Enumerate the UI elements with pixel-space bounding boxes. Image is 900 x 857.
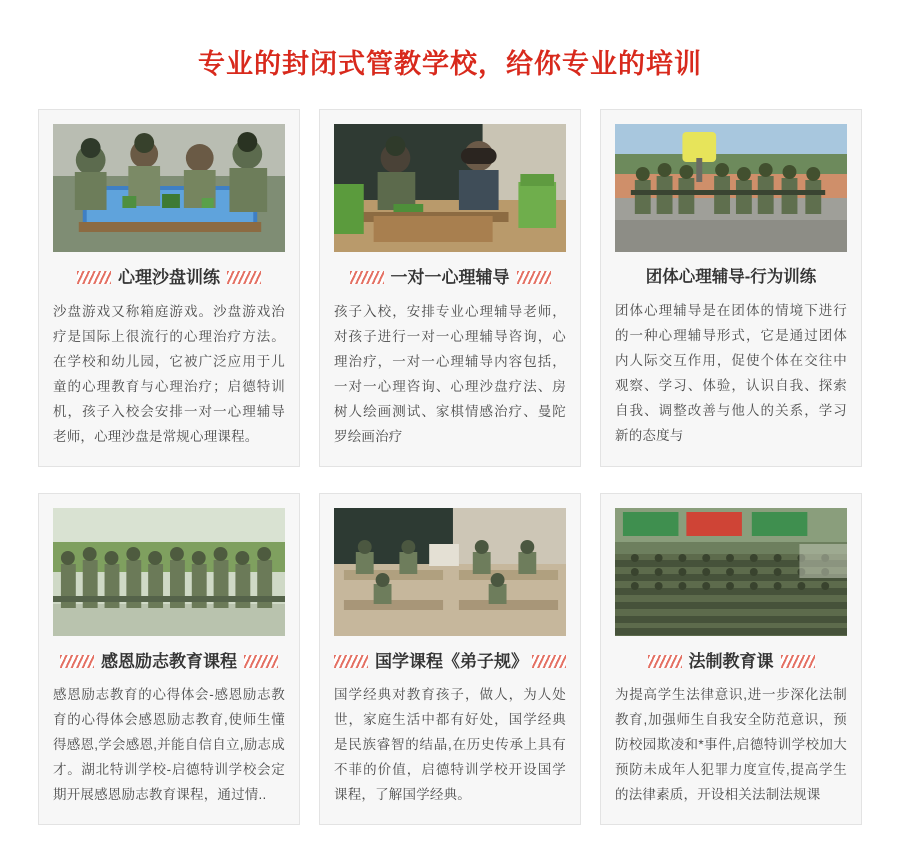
card-description: 为提高学生法律意识,进一步深化法制教育,加强师生自我安全防范意识，预防校园欺凌和*事件,启德特训学校加大预防未成年人犯罪力度宣传,提高学生的法律素质，开设相关法制法规课 [615,687,847,803]
card-description: 团体心理辅导是在团体的情境下进行的一种心理辅导形式，它是通过团体内人际交互作用，促使个体在交往中观察、学习、体验，认识自我、探索自我、调整改善与他人的关系，学习新的态度与 [615,303,847,443]
card-gratitude[interactable] [38,493,300,826]
card-title: 团体心理辅导-行为训练 [645,268,817,286]
card-header [53,650,285,674]
card-header [615,266,847,289]
hatch-left-icon [60,655,94,668]
legal-education-photo [615,508,847,636]
hatch-right-icon [227,271,261,284]
one-on-one-counseling-photo [334,124,566,252]
page-title: 专业的封闭式管教学校，给你专业的培训 [198,49,702,79]
card-legal[interactable] [600,493,862,826]
card-classics[interactable] [319,493,581,826]
hatch-left-icon [350,271,384,284]
hatch-left-icon [334,655,368,668]
card-group-counseling[interactable] [600,109,862,467]
card-description: 孩子入校，安排专业心理辅导老师，对孩子进行一对一心理辅导咨询，心理治疗，一对一心理辅导内容包括，一对一心理咨询、心理沙盘疗法、房树人绘画测试、家棋情感治疗、曼陀罗绘画治疗 [334,303,566,444]
hatch-right-icon [517,271,551,284]
hatch-left-icon [648,655,682,668]
card-header [334,650,566,674]
card-one-on-one[interactable] [319,109,581,467]
card-description: 沙盘游戏又称箱庭游戏。沙盘游戏治疗是国际上很流行的心理治疗方法。在学校和幼儿园，它被广泛应用于儿童的心理教育与心理治疗；启德特训机，孩子入校会安排一对一心理辅导老师，心理沙盘是常规心理课程。 [53,303,285,444]
hatch-right-icon [244,655,278,668]
group-counseling-photo [615,124,847,252]
card-title: 心理沙盘训练 [118,268,220,287]
hatch-right-icon [781,655,815,668]
classics-course-photo [334,508,566,636]
hatch-right-icon [532,655,566,668]
gratitude-education-photo [53,508,285,636]
card-description: 感恩励志教育的心得体会-感恩励志教育的心得体会感恩励志教育,使师生懂得感恩,学会感恩,并能自信自立,励志成才。湖北特训学校-启德特训学校会定期开展感恩励志教育课程，通过情.. [53,687,285,803]
card-header [334,266,566,290]
card-title: 国学课程《弟子规》 [375,651,528,671]
card-title: 感恩励志教育课程 [101,651,237,671]
card-description: 国学经典对教育孩子，做人，为人处世，家庭生活中都有好处，国学经典是民族睿智的结晶,在历史传承上具有不菲的价值，启德特训学校开设国学课程，了解国学经典。 [334,687,566,803]
card-title: 法制教育课 [688,651,774,671]
card-title: 一对一心理辅导 [390,268,510,287]
sandplay-training-photo [53,124,285,252]
card-header [53,266,285,290]
card-header [615,650,847,674]
hatch-left-icon [77,271,111,284]
card-sandplay[interactable] [38,109,300,467]
card-grid [0,87,900,851]
